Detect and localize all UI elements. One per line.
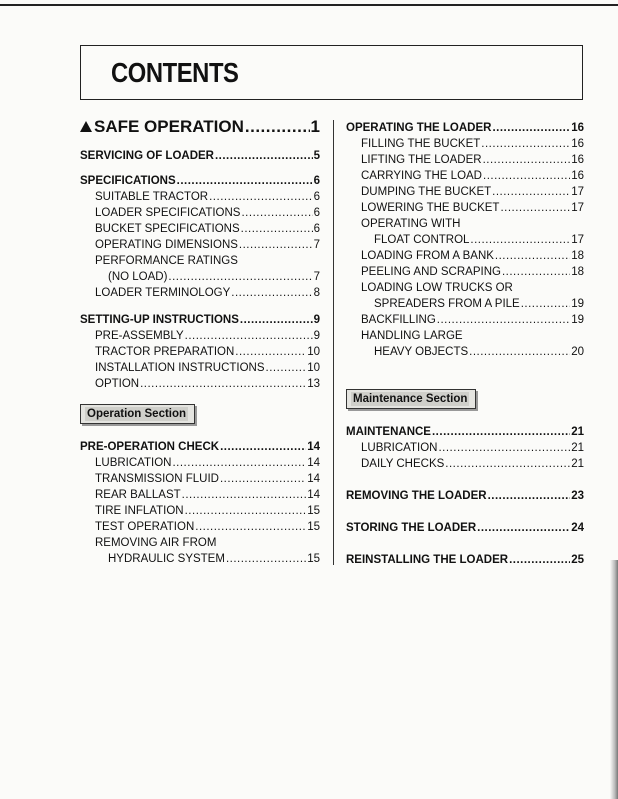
toc-page-number: 9: [313, 330, 320, 342]
dot-leader: [432, 425, 570, 439]
dot-leader: [437, 313, 570, 327]
toc-entry-text: HEAVY OBJECTS: [374, 346, 469, 358]
toc-page-number: 10: [307, 346, 320, 358]
toc-entry-title: [346, 553, 508, 567]
toc-entry: [346, 201, 584, 215]
toc-entry-text: SETTING-UP INSTRUCTIONS: [80, 314, 239, 326]
toc-page-number: 9: [313, 314, 320, 326]
toc-entry: [346, 313, 584, 327]
toc-entry-title: [80, 440, 219, 454]
dot-leader: [241, 222, 313, 236]
toc-entry: [346, 457, 584, 471]
toc-entry-title: [374, 297, 520, 311]
column-divider: [333, 120, 334, 565]
toc-page-number: 10: [307, 362, 320, 374]
dot-leader: [500, 201, 570, 215]
toc-entry-text: LUBRICATION: [361, 442, 438, 454]
toc-page-number: 21: [571, 442, 584, 454]
toc-entry-text: LOADER SPECIFICATIONS: [95, 207, 241, 219]
dot-leader: [488, 489, 571, 503]
toc-page-number: 16: [571, 138, 584, 150]
title-box: [80, 45, 583, 100]
toc-page-number: 20: [571, 346, 584, 358]
toc-page-number: 17: [571, 202, 584, 214]
dot-leader: [185, 504, 307, 518]
toc-page-number: 1: [310, 117, 320, 136]
toc-entry: [80, 206, 320, 220]
toc-entry-title: [95, 504, 184, 518]
toc-entry-text: PEELING AND SCRAPING: [361, 266, 501, 278]
toc-entry: [80, 536, 320, 550]
toc-entry-text: LOADER TERMINOLOGY: [95, 287, 231, 299]
toc-entry-text: OPTION: [95, 378, 140, 390]
toc-page-number: 16: [571, 170, 584, 182]
toc-entry: [80, 286, 320, 300]
dot-leader: [245, 117, 310, 137]
toc-entry-text: REMOVING THE LOADER: [346, 490, 487, 502]
dot-leader: [240, 313, 313, 327]
toc-page-number: 24: [571, 522, 584, 534]
toc-entry-title: [361, 329, 463, 343]
toc-entry: [80, 329, 320, 343]
toc-entry-title: [95, 488, 181, 502]
toc-entry-title: [95, 286, 230, 300]
toc-entry: [80, 117, 320, 137]
toc-entry: [346, 425, 584, 439]
toc-entry-text: TIRE INFLATION: [95, 505, 184, 517]
operation-section-label: [80, 404, 195, 424]
toc-entry-text: OPERATING WITH: [361, 218, 461, 230]
toc-entry: [346, 329, 584, 343]
toc-page-number: 6: [313, 223, 320, 235]
toc-entry-title: [374, 233, 469, 247]
toc-entry-title: [361, 217, 460, 231]
toc-entry-text: PRE-ASSEMBLY: [95, 330, 184, 342]
dot-leader: [445, 457, 570, 471]
dot-leader: [168, 270, 312, 284]
top-rule: [0, 4, 618, 6]
toc-entry: [346, 137, 584, 151]
toc-entry: [80, 174, 320, 188]
toc-entry-text: MAINTENANCE: [346, 426, 431, 438]
toc-entry-title: [95, 190, 208, 204]
toc-entry-text: HYDRAULIC SYSTEM: [108, 553, 225, 565]
toc-entry-text: LUBRICATION: [95, 457, 172, 469]
toc-entry: [80, 456, 320, 470]
toc-page-number: 21: [571, 458, 584, 470]
toc-entry-title: [80, 149, 214, 163]
toc-page-number: 15: [307, 505, 320, 517]
toc-entry: [346, 297, 584, 311]
toc-entry-title: [95, 329, 184, 343]
dot-leader: [483, 153, 571, 167]
maintenance-section-text: Maintenance Section: [353, 393, 468, 405]
toc-entry-title: [361, 169, 482, 183]
toc-entry-text: BACKFILLING: [361, 314, 436, 326]
toc-entry-title: [80, 174, 176, 188]
toc-entry-text: PRE-OPERATION CHECK: [80, 441, 220, 453]
toc-entry-title: [361, 265, 501, 279]
toc-entry: [346, 489, 584, 503]
toc-entry-text: OPERATING DIMENSIONS: [95, 239, 238, 251]
toc-page-number: 16: [571, 154, 584, 166]
toc-entry-title: [95, 472, 219, 486]
toc-page-number: 18: [571, 250, 584, 262]
toc-entry: [346, 249, 584, 263]
dot-leader: [509, 553, 570, 567]
toc-entry: [346, 169, 584, 183]
toc-page-number: 7: [313, 239, 320, 251]
toc-page-number: 14: [307, 457, 320, 469]
toc-page-number: 6: [313, 175, 320, 187]
toc-entry-title: [95, 345, 234, 359]
toc-entry-text: DAILY CHECKS: [361, 458, 445, 470]
toc-page-number: 21: [571, 426, 584, 438]
dot-leader: [470, 233, 570, 247]
dot-leader: [492, 121, 570, 135]
dot-leader: [177, 174, 313, 188]
dot-leader: [195, 520, 306, 534]
toc-entry-text: SUITABLE TRACTOR: [95, 191, 209, 203]
toc-entry: [80, 361, 320, 375]
toc-page-number: 13: [307, 378, 320, 390]
dot-leader: [231, 286, 312, 300]
dot-leader: [492, 185, 570, 199]
toc-entry-title: [361, 201, 499, 215]
toc-entry-text: LIFTING THE LOADER: [361, 154, 482, 166]
toc-entry: [80, 472, 320, 486]
toc-page-number: 6: [313, 207, 320, 219]
dot-leader: [481, 137, 570, 151]
maintenance-section-label: [346, 389, 476, 409]
toc-entry-title: [361, 153, 482, 167]
dot-leader: [220, 440, 306, 454]
toc-entry-text: SPECIFICATIONS: [80, 175, 176, 187]
toc-entry-text: SAFE OPERATION: [94, 117, 244, 136]
toc-page-number: 8: [313, 287, 320, 299]
toc-entry: [346, 553, 584, 567]
toc-entry: [80, 377, 320, 391]
toc-page-number: 14: [307, 489, 320, 501]
toc-entry-title: [346, 521, 476, 535]
toc-entry: [80, 238, 320, 252]
toc-entry-title: [361, 281, 513, 295]
toc-entry-text: STORING THE LOADER: [346, 522, 477, 534]
toc-page-number: 15: [307, 553, 320, 565]
toc-entry-text: INSTALLATION INSTRUCTIONS: [95, 362, 265, 374]
toc-entry-title: [95, 254, 238, 268]
toc-entry-title: [80, 313, 239, 327]
toc-page-number: 14: [307, 473, 320, 485]
toc-page-number: 15: [307, 521, 320, 533]
toc-entry: [80, 504, 320, 518]
dot-leader: [239, 238, 313, 252]
toc-entry-title: [95, 222, 240, 236]
toc-page-number: 18: [571, 266, 584, 278]
toc-page-number: 6: [313, 191, 320, 203]
toc-entry-text: (NO LOAD): [108, 271, 168, 283]
dot-leader: [266, 361, 307, 375]
toc-entry: [346, 153, 584, 167]
toc-entry-text: FLOAT CONTROL: [374, 234, 470, 246]
operation-section-text: Operation Section: [87, 408, 187, 420]
dot-leader: [241, 206, 312, 220]
toc-page-number: 5: [313, 150, 320, 162]
toc-entry-text: PERFORMANCE RATINGS: [95, 255, 238, 267]
toc-entry: [346, 185, 584, 199]
dot-leader: [483, 169, 570, 183]
page-edge-shadow: [610, 560, 618, 799]
toc-page-number: 25: [571, 554, 584, 566]
dot-leader: [172, 456, 306, 470]
toc-entry: [346, 233, 584, 247]
dot-leader: [140, 377, 306, 391]
toc-entry: [80, 270, 320, 284]
toc-page-number: 17: [571, 234, 584, 246]
toc-entry-title: [346, 425, 431, 439]
toc-page-number: 23: [571, 490, 584, 502]
toc-entry-text: HANDLING LARGE: [361, 330, 463, 342]
toc-entry-title: [346, 489, 487, 503]
toc-entry-text: REINSTALLING THE LOADER: [346, 554, 509, 566]
page-title: CONTENTS: [111, 57, 239, 88]
toc-entry-title: [95, 520, 194, 534]
toc-entry: [80, 254, 320, 268]
toc-entry-title: [108, 270, 167, 284]
dot-leader: [185, 329, 313, 343]
toc-entry: [80, 345, 320, 359]
toc-entry-title: [361, 249, 494, 263]
dot-leader: [521, 297, 570, 311]
toc-entry: [80, 488, 320, 502]
toc-page-number: 7: [313, 271, 320, 283]
toc-entry-text: LOWERING THE BUCKET: [361, 202, 500, 214]
toc-entry-title: [361, 185, 491, 199]
dot-leader: [226, 552, 306, 566]
toc-entry: [80, 552, 320, 566]
toc-entry-text: FILLING THE BUCKET: [361, 138, 481, 150]
dot-leader: [209, 190, 312, 204]
dot-leader: [502, 265, 570, 279]
toc-entry-title: [95, 206, 240, 220]
toc-entry-title: [95, 456, 171, 470]
toc-entry: [346, 521, 584, 535]
toc-entry-text: SERVICING OF LOADER: [80, 150, 214, 162]
dot-leader: [220, 472, 306, 486]
toc-entry-title: [108, 552, 225, 566]
toc-entry-text: REMOVING AIR FROM: [95, 537, 217, 549]
toc-entry: [346, 345, 584, 359]
toc-entry-title: [80, 117, 244, 137]
toc-entry-title: [95, 377, 139, 391]
toc-entry-title: [95, 536, 216, 550]
toc-entry-title: [361, 457, 444, 471]
toc-entry: [346, 217, 584, 231]
toc-entry-title: [346, 121, 491, 135]
toc-entry: [80, 313, 320, 327]
dot-leader: [215, 149, 313, 163]
dot-leader: [182, 488, 307, 502]
toc-entry-text: DUMPING THE BUCKET: [361, 186, 492, 198]
toc-entry-text: REAR BALLAST: [95, 489, 181, 501]
toc-entry-title: [361, 313, 436, 327]
toc-entry-title: [361, 441, 437, 455]
toc-entry: [80, 440, 320, 454]
toc-entry: [80, 520, 320, 534]
toc-entry: [80, 190, 320, 204]
toc-entry-title: [95, 238, 238, 252]
toc-entry-text: CARRYING THE LOAD: [361, 170, 482, 182]
toc-entry-text: BUCKET SPECIFICATIONS: [95, 223, 240, 235]
toc-entry: [80, 149, 320, 163]
dot-leader: [438, 441, 570, 455]
toc-entry-text: LOADING FROM A BANK: [361, 250, 494, 262]
toc-page-number: 19: [571, 298, 584, 310]
toc-page-number: 16: [571, 122, 584, 134]
toc-entry: [346, 265, 584, 279]
toc-entry-title: [374, 345, 468, 359]
toc-entry-title: [361, 137, 480, 151]
toc-entry: [346, 121, 584, 135]
dot-leader: [495, 249, 570, 263]
toc-page-number: 17: [571, 186, 584, 198]
toc-entry-text: LOADING LOW TRUCKS OR: [361, 282, 513, 294]
toc-entry-text: TRACTOR PREPARATION: [95, 346, 235, 358]
toc-entry: [346, 441, 584, 455]
toc-entry: [346, 281, 584, 295]
toc-page-number: 14: [307, 441, 320, 453]
toc-entry-text: OPERATING THE LOADER: [346, 122, 492, 134]
dot-leader: [469, 345, 570, 359]
toc-page-number: 19: [571, 314, 584, 326]
toc-entry-text: TRANSMISSION FLUID: [95, 473, 219, 485]
warning-triangle-icon: [80, 121, 92, 132]
dot-leader: [477, 521, 570, 535]
dot-leader: [235, 345, 306, 359]
toc-entry-text: SPREADERS FROM A PILE: [374, 298, 520, 310]
toc-entry: [80, 222, 320, 236]
toc-entry-title: [95, 361, 265, 375]
toc-entry-text: TEST OPERATION: [95, 521, 195, 533]
